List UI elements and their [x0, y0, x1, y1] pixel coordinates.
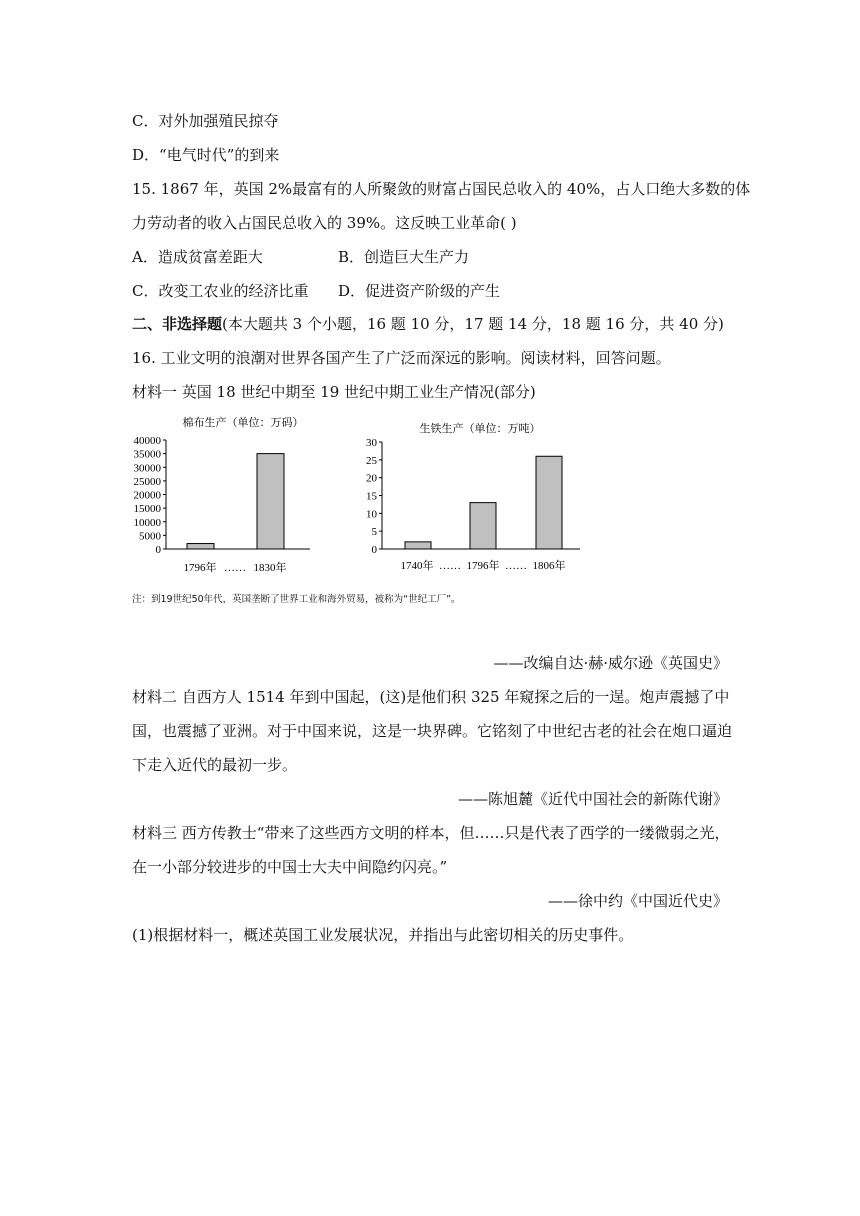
cotton-x-separator: …… — [224, 562, 246, 574]
material1-title: 材料一 英国 18 世纪中期至 19 世纪中期工业生产情况(部分) — [132, 383, 536, 401]
iron-bar-1806年 — [536, 456, 562, 549]
cotton-chart-title: 棉布生产（单位：万码） — [182, 416, 304, 429]
source-3: ——徐中约《中国近代史》 — [547, 892, 728, 910]
iron-y-tick-label: 15 — [366, 490, 377, 503]
cotton-chart — [120, 408, 330, 578]
section2-heading-rest: (本大题共 3 个小题，16 题 10 分，17 题 14 分，18 题 16 分，共 40 分) — [222, 315, 724, 333]
q15-stem-line1: 15. 1867 年，英国 2%最富有的人所聚敛的财富占国民总收入的 40%，占人口绝大多数的体 — [132, 180, 751, 198]
cotton-x-label: 1796年 — [183, 562, 217, 574]
section2-heading-line — [132, 314, 724, 334]
chart-note: 注：到19世纪50年代，英国垄断了世界工业和海外贸易，被称为“世纪工厂”。 — [132, 594, 461, 605]
material3-line1: 材料三 西方传教士“带来了这些西方文明的样本，但……只是代表了西学的一缕微弱之光， — [132, 824, 730, 842]
q16-stem: 16. 工业文明的浪潮对世界各国产生了广泛而深远的影响。阅读材料，回答问题。 — [132, 349, 671, 367]
q15-option-d: D．促进资产阶级的产生 — [338, 282, 501, 300]
material2-line1: 材料二 自西方人 1514 年到中国起，(这)是他们积 325 年窥探之后的一逞。炮声震撼了中 — [132, 688, 730, 706]
cotton-bar-1830年 — [257, 454, 284, 549]
iron-y-tick-label: 20 — [366, 472, 377, 485]
cotton-y-tick-label: 15000 — [133, 503, 161, 516]
iron-y-tick-label: 5 — [371, 526, 377, 539]
iron-bar-1796年 — [470, 503, 496, 549]
material2-line2: 国，也震撼了亚洲。对于中国来说，这是一块界碑。它铭刻了中世纪古老的社会在炮口逼迫 — [132, 722, 733, 740]
iron-y-tick-label: 30 — [366, 437, 377, 449]
cotton-y-tick-label: 35000 — [133, 448, 161, 461]
iron-y-tick-label: 25 — [366, 454, 377, 467]
iron-chart-title: 生铁生产（单位：万吨） — [419, 422, 541, 435]
question-16-1: (1)根据材料一，概述英国工业发展状况，并指出与此密切相关的历史事件。 — [132, 926, 634, 944]
cotton-y-tick-label: 40000 — [133, 435, 161, 447]
section2-heading: 二、非选择题 — [132, 315, 223, 333]
material2-line3: 下走入近代的最初一步。 — [132, 756, 298, 774]
q15-stem-line2: 力劳动者的收入占国民总收入的 39%。这反映工业革命( ) — [132, 214, 517, 232]
cotton-x-label: 1830年 — [253, 562, 287, 574]
iron-x-separator: …… — [505, 560, 527, 572]
cotton-y-tick-label: 0 — [155, 544, 161, 556]
cotton-y-tick-label: 20000 — [133, 489, 161, 502]
cotton-bar-1796年 — [187, 544, 214, 549]
source-1: ——改编自达·赫·威尔逊《英国史》 — [493, 654, 728, 672]
iron-y-tick-label: 0 — [371, 544, 377, 556]
q15-option-a: A．造成贫富差距大 — [132, 248, 263, 266]
q15-option-c: C．改变工农业的经济比重 — [132, 282, 309, 300]
iron-x-label: 1740年 — [400, 560, 434, 572]
q15-option-b: B．创造巨大生产力 — [338, 248, 470, 266]
iron-x-label: 1796年 — [466, 560, 500, 572]
cotton-y-tick-label: 25000 — [133, 475, 161, 488]
cotton-y-tick-label: 5000 — [139, 530, 161, 543]
iron-x-label: 1806年 — [532, 560, 566, 572]
iron-x-separator: …… — [439, 560, 461, 572]
iron-chart — [350, 408, 590, 578]
cotton-y-tick-label: 30000 — [133, 462, 161, 475]
q14-option-c: C．对外加强殖民掠夺 — [132, 112, 279, 130]
material3-line2: 在一小部分较进步的中国士大夫中间隐约闪亮。” — [132, 858, 448, 876]
iron-bar-1740年 — [405, 542, 431, 549]
source-2: ——陈旭麓《近代中国社会的新陈代谢》 — [457, 790, 728, 808]
cotton-y-tick-label: 10000 — [133, 516, 161, 529]
iron-y-tick-label: 10 — [366, 508, 377, 521]
q14-option-d: D．“电气时代”的到来 — [132, 146, 280, 164]
